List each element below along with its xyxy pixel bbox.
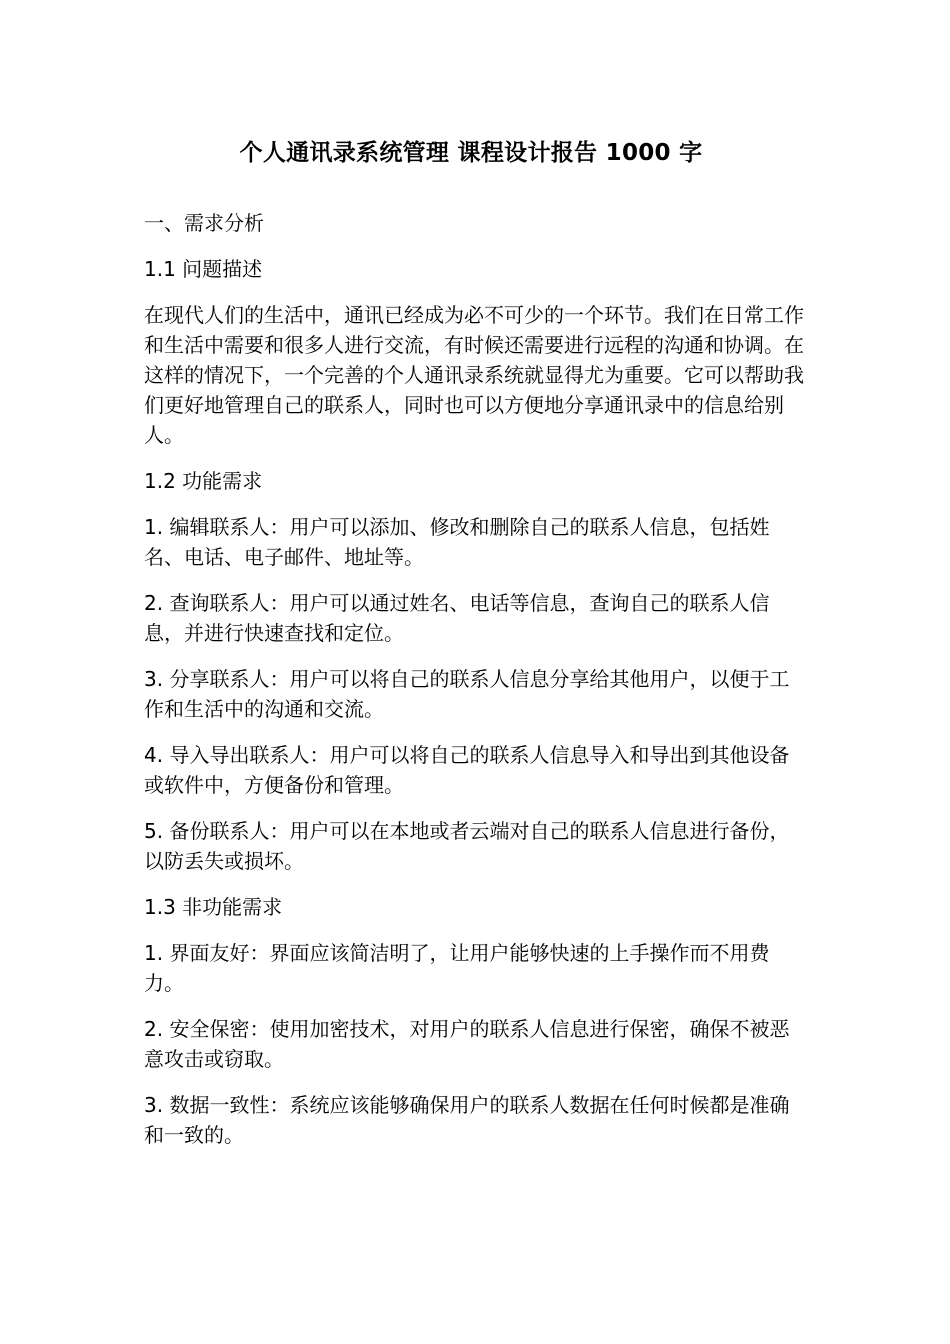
body-paragraph: 在现代人们的生活中，通讯已经成为必不可少的一个环节。我们在日常工作和生活中需要和很多人进行交流，有时候还需要进行远程的沟通和协调。在这样的情况下，一个完善的个人通讯录系统就显得尤为重要。它可以帮助我们更好地管理自己的联系人，同时也可以方便地分享通讯录中的信息给别人。 (144, 303, 804, 447)
list-item: 2. 查询联系人：用户可以通过姓名、电话等信息，查询自己的联系人信息，并进行快速查找和定位。 (144, 591, 770, 645)
list-item: 5. 备份联系人：用户可以在本地或者云端对自己的联系人信息进行备份，以防丢失或损坏。 (144, 819, 790, 873)
document-content (144, 136, 804, 1166)
document-title: 个人通讯录系统管理 课程设计报告 1000 字 (239, 140, 703, 166)
list-item: 1. 编辑联系人：用户可以添加、修改和删除自己的联系人信息，包括姓名、电话、电子邮件、地址等。 (144, 515, 770, 569)
list-item: 3. 数据一致性：系统应该能够确保用户的联系人数据在任何时候都是准确和一致的。 (144, 1093, 790, 1147)
list-item: 2. 安全保密：使用加密技术，对用户的联系人信息进行保密，确保不被恶意攻击或窃取。 (144, 1017, 790, 1071)
section-heading: 一、需求分析 (144, 211, 264, 235)
subsection-heading: 1.1 问题描述 (144, 257, 263, 281)
subsection-heading: 1.3 非功能需求 (144, 895, 283, 919)
list-item: 1. 界面友好：界面应该简洁明了，让用户能够快速的上手操作而不用费力。 (144, 941, 770, 995)
list-item: 4. 导入导出联系人：用户可以将自己的联系人信息导入和导出到其他设备或软件中，方便备份和管理。 (144, 743, 790, 797)
list-item: 3. 分享联系人：用户可以将自己的联系人信息分享给其他用户，以便于工作和生活中的沟通和交流。 (144, 667, 790, 721)
subsection-heading: 1.2 功能需求 (144, 469, 263, 493)
